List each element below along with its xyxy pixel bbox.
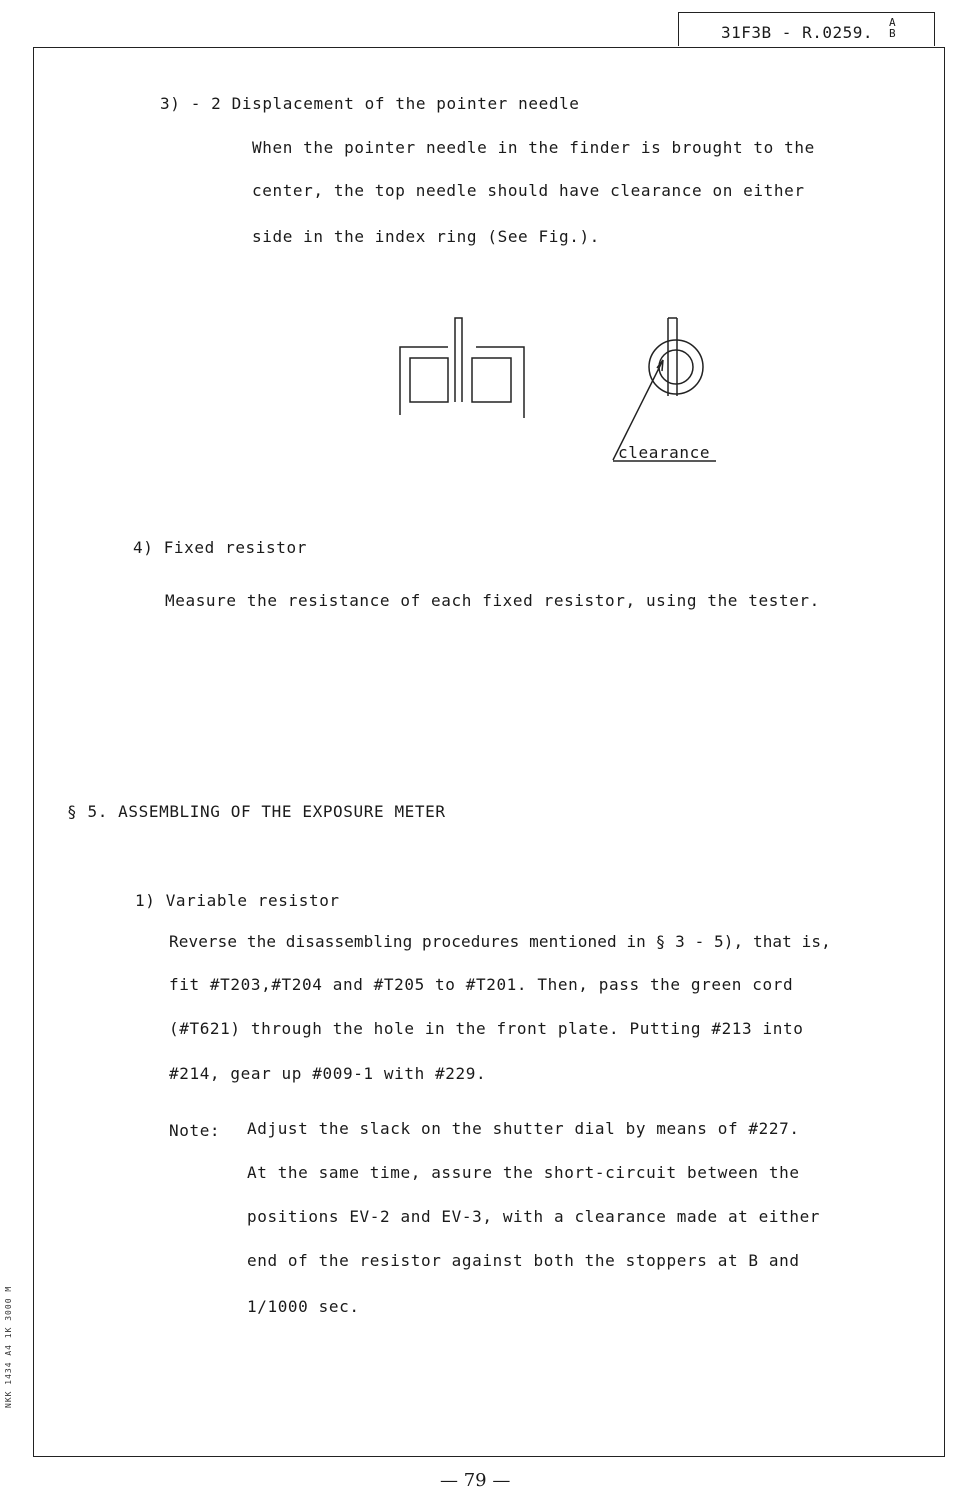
section-4-line: Measure the resistance of each fixed resistor, using the tester. (165, 591, 820, 610)
section-4-heading: 4) Fixed resistor (133, 538, 307, 557)
note-line-4: end of the resistor against both the stoppers at B and (247, 1251, 800, 1270)
page-number: — 79 — (440, 1470, 511, 1491)
note-line-5: 1/1000 sec. (247, 1297, 360, 1316)
section-3-2-line-3: side in the index ring (See Fig.). (252, 227, 600, 246)
section-3-2-line-1: When the pointer needle in the finder is brought to the (252, 138, 815, 157)
document-code: 31F3B - R.0259. (721, 23, 873, 42)
revision-bottom: B (889, 27, 896, 40)
index-ring-inner-circle (659, 350, 693, 384)
note-label: Note: (169, 1121, 221, 1140)
section-5-heading: § 5. ASSEMBLING OF THE EXPOSURE METER (67, 802, 446, 821)
note-line-1: Adjust the slack on the shutter dial by means of #227. (247, 1119, 800, 1138)
revision-top: A (889, 16, 896, 29)
side-print-stamp: NKK 1434 A4 1K 3000 M (4, 1285, 13, 1408)
pointer-needle-left (455, 318, 462, 402)
section-3-2-heading: 3) - 2 Displacement of the pointer needle (160, 94, 580, 113)
clearance-label: clearance (618, 443, 711, 462)
section-3-2-line-2: center, the top needle should have clearance on either (252, 181, 805, 200)
section-5-line-2: fit #T203,#T204 and #T205 to #T201. Then, pass the green cord (169, 975, 794, 994)
note-line-3: positions EV-2 and EV-3, with a clearance made at either (247, 1207, 821, 1226)
index-ring-right-inner (472, 358, 511, 402)
index-ring-left-inner (410, 358, 448, 402)
section-5-1-heading: 1) Variable resistor (135, 891, 340, 910)
section-5-line-1: Reverse the disassembling procedures mentioned in § 3 - 5), that is, (169, 932, 831, 951)
section-5-line-4: #214, gear up #009-1 with #229. (169, 1064, 487, 1083)
index-ring-left-bracket (400, 347, 448, 415)
note-line-2: At the same time, assure the short-circuit between the (247, 1163, 800, 1182)
section-5-line-3: (#T621) through the hole in the front plate. Putting #213 into (169, 1019, 804, 1038)
